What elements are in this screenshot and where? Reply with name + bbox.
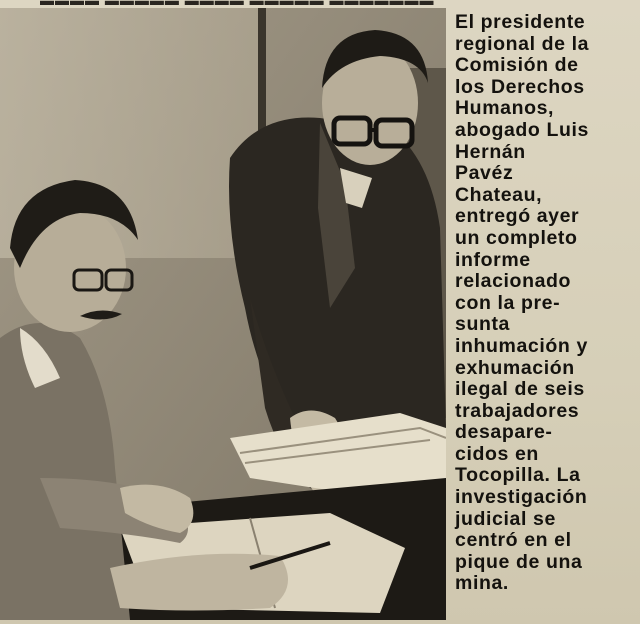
caption-line: investigación (455, 486, 588, 509)
caption-line: entregó ayer (455, 205, 580, 228)
caption-line: Tocopilla. La (455, 464, 581, 487)
caption-line: El presidente (455, 11, 586, 33)
caption-line: ilegal de seis (455, 378, 585, 401)
caption-line: un completo (455, 226, 578, 249)
caption-line: Humanos, (455, 97, 555, 120)
caption-line: con la pre- (455, 291, 561, 314)
caption-line: judicial se (455, 507, 556, 530)
cut-off-headline: ▬▬▬▬ ▬▬▬▬▬ ▬▬▬▬ ▬▬▬▬▬ ▬▬▬▬▬▬▬ (40, 0, 435, 8)
caption-line: informe (455, 248, 531, 271)
caption-line: los Derechos (455, 75, 585, 98)
caption-line: Comisión de (455, 54, 579, 77)
photo-caption (455, 12, 633, 595)
caption-line: centró en el (455, 529, 572, 552)
caption-line: desapare- (455, 421, 553, 444)
caption-line: trabajadores (455, 399, 580, 422)
caption-line: cidos en (455, 442, 539, 465)
caption-line: Pavéz (455, 162, 514, 185)
caption-line: abogado Luis (455, 118, 589, 141)
caption-line: relacionado (455, 270, 572, 293)
caption-line: Hernán (455, 140, 526, 163)
caption-line: sunta (455, 313, 511, 336)
caption-line: Chateau, (455, 183, 543, 206)
news-photo (0, 8, 446, 620)
caption-line: pique de una (455, 550, 583, 573)
caption-line: exhumación (455, 356, 575, 379)
caption-line: regional de la (455, 32, 590, 55)
caption-line: mina. (455, 572, 509, 595)
caption-line: inhumación y (455, 334, 588, 357)
